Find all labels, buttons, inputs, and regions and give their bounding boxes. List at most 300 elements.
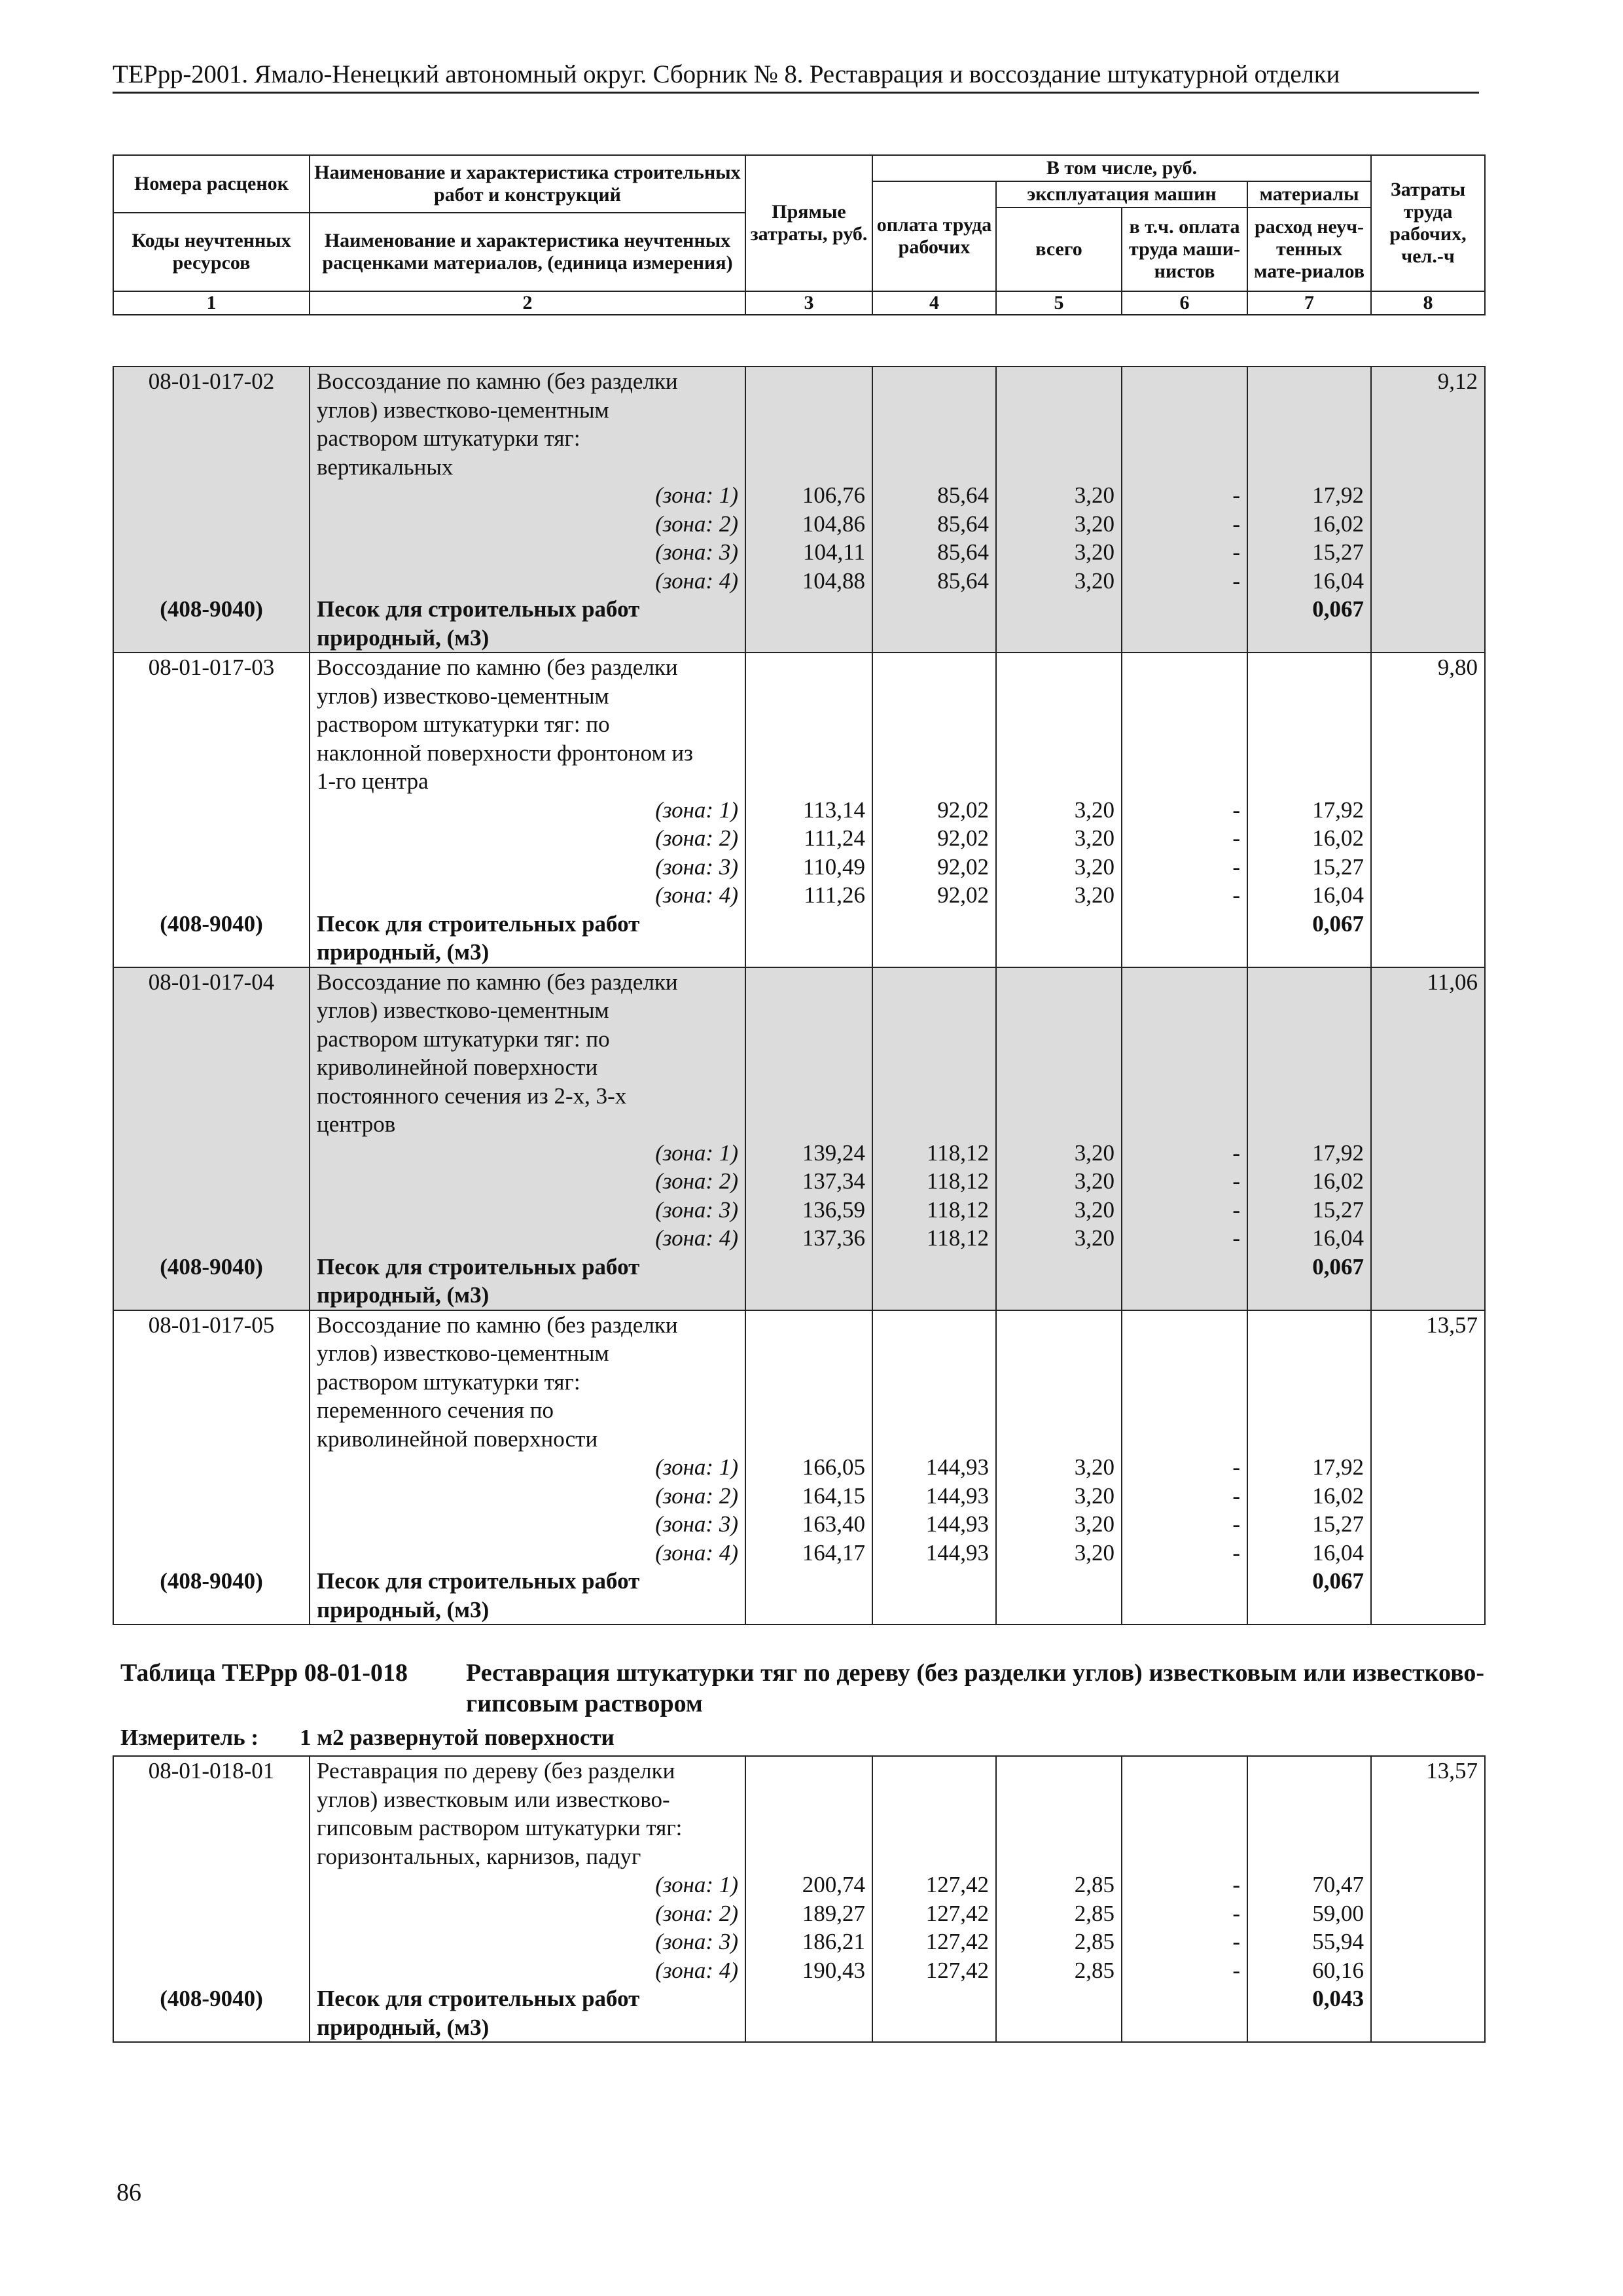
empty-cell: [1247, 996, 1371, 1025]
empty-cell: [1247, 1053, 1371, 1082]
materials-cost: 17,92: [1247, 1139, 1371, 1168]
work-description-line: наклонной поверхности фронтоном из: [310, 739, 745, 768]
direct-cost: 106,76: [745, 481, 872, 510]
work-description-line: переменного сечения по: [310, 1396, 745, 1425]
empty-cell: [1371, 710, 1485, 739]
empty-cell: [1371, 1082, 1485, 1111]
empty-cell: [872, 1756, 996, 1785]
machinist-pay: -: [1122, 1139, 1247, 1168]
empty-cell: [872, 653, 996, 682]
empty-cell: [745, 424, 872, 453]
empty-cell: [113, 1453, 310, 1482]
resource-name-line: Песок для строительных работ: [310, 910, 745, 939]
empty-cell: [1122, 1310, 1247, 1340]
zone-label: (зона: 4): [310, 1224, 745, 1253]
machines-total: 3,20: [996, 538, 1122, 567]
labor-hours: 9,80: [1371, 653, 1485, 682]
work-description-line: углов) известково-цементным: [310, 396, 745, 425]
machines-total: 2,85: [996, 1956, 1122, 1985]
empty-cell: [745, 767, 872, 796]
empty-cell: [1371, 767, 1485, 796]
empty-cell: [1371, 1984, 1485, 2013]
empty-cell: [113, 424, 310, 453]
empty-cell: [872, 1281, 996, 1310]
empty-cell: [996, 2013, 1122, 2043]
empty-cell: [1122, 767, 1247, 796]
empty-cell: [113, 739, 310, 768]
empty-cell: [113, 796, 310, 825]
empty-cell: [113, 710, 310, 739]
work-description-line: углов) известково-цементным: [310, 682, 745, 711]
table-row: [113, 1453, 1485, 1482]
empty-cell: [113, 1110, 310, 1139]
header-machines: эксплуатация машин: [996, 181, 1247, 207]
resource-code: (408-9040): [113, 910, 310, 939]
materials-cost: 16,04: [1247, 1224, 1371, 1253]
empty-cell: [1371, 595, 1485, 624]
empty-cell: [1371, 567, 1485, 596]
resource-quantity: 0,067: [1247, 910, 1371, 939]
worker-pay: 85,64: [872, 481, 996, 510]
machines-total: 3,20: [996, 824, 1122, 853]
column-number: 1: [113, 291, 310, 315]
worker-pay: 118,12: [872, 1139, 996, 1168]
empty-cell: [872, 1842, 996, 1871]
zone-label: (зона: 4): [310, 1539, 745, 1568]
machines-total: 2,85: [996, 1928, 1122, 1956]
unit-value: 1 м2 развернутой поверхности: [300, 1725, 615, 1750]
machines-total: 3,20: [996, 1167, 1122, 1196]
materials-cost: 15,27: [1247, 538, 1371, 567]
work-description-line: Воссоздание по камню (без разделки: [310, 967, 745, 997]
machinist-pay: -: [1122, 853, 1247, 882]
work-description-line: Воссоздание по камню (без разделки: [310, 1310, 745, 1340]
worker-pay: 118,12: [872, 1196, 996, 1225]
empty-cell: [996, 1596, 1122, 1625]
table-row: [113, 367, 1485, 396]
empty-cell: [1371, 2013, 1485, 2043]
empty-cell: [872, 624, 996, 653]
empty-cell: [1247, 1025, 1371, 1054]
empty-cell: [872, 1253, 996, 1282]
materials-cost: 16,04: [1247, 1539, 1371, 1568]
empty-cell: [996, 396, 1122, 425]
empty-cell: [996, 682, 1122, 711]
direct-cost: 113,14: [745, 796, 872, 825]
empty-cell: [1247, 1425, 1371, 1454]
machines-total: 3,20: [996, 1539, 1122, 1568]
empty-cell: [1247, 682, 1371, 711]
empty-cell: [872, 595, 996, 624]
empty-cell: [1122, 910, 1247, 939]
empty-cell: [996, 910, 1122, 939]
empty-cell: [872, 1110, 996, 1139]
header-machines-total: всего: [996, 207, 1122, 291]
machines-total: 2,85: [996, 1899, 1122, 1928]
empty-cell: [872, 1425, 996, 1454]
empty-cell: [745, 595, 872, 624]
empty-cell: [1122, 1053, 1247, 1082]
empty-cell: [996, 1368, 1122, 1397]
rate-code: 08-01-017-05: [113, 1310, 310, 1340]
empty-cell: [1371, 424, 1485, 453]
empty-cell: [1371, 1928, 1485, 1956]
empty-cell: [745, 624, 872, 653]
work-description-line: вертикальных: [310, 453, 745, 482]
empty-cell: [1247, 1082, 1371, 1111]
empty-cell: [872, 396, 996, 425]
empty-cell: [1247, 1339, 1371, 1368]
machinist-pay: -: [1122, 1482, 1247, 1511]
direct-cost: 139,24: [745, 1139, 872, 1168]
resource-code: (408-9040): [113, 595, 310, 624]
empty-cell: [113, 2013, 310, 2043]
empty-cell: [1122, 1842, 1247, 1871]
rate-code: 08-01-017-03: [113, 653, 310, 682]
labor-hours: 13,57: [1371, 1756, 1485, 1785]
table-row: [113, 481, 1485, 510]
empty-cell: [1247, 653, 1371, 682]
empty-cell: [1371, 796, 1485, 825]
worker-pay: 85,64: [872, 567, 996, 596]
work-description-line: раствором штукатурки тяг:: [310, 424, 745, 453]
empty-cell: [1371, 1482, 1485, 1511]
empty-cell: [872, 739, 996, 768]
worker-pay: 127,42: [872, 1956, 996, 1985]
table-row: [113, 396, 1485, 425]
empty-cell: [745, 1814, 872, 1842]
empty-cell: [996, 739, 1122, 768]
table-row: [113, 1928, 1485, 1956]
empty-cell: [1122, 938, 1247, 967]
machinist-pay: -: [1122, 1928, 1247, 1956]
empty-cell: [872, 453, 996, 482]
table-row: [113, 853, 1485, 882]
machinist-pay: -: [1122, 1196, 1247, 1225]
worker-pay: 144,93: [872, 1539, 996, 1568]
table-row: [113, 1281, 1485, 1310]
materials-cost: 59,00: [1247, 1899, 1371, 1928]
empty-cell: [996, 624, 1122, 653]
machinist-pay: -: [1122, 1167, 1247, 1196]
materials-cost: 16,02: [1247, 1482, 1371, 1511]
empty-cell: [1371, 1053, 1485, 1082]
header-work-name: Наименование и характеристика строительных работ и конструкций: [310, 155, 745, 213]
resource-name-line: природный, (м3): [310, 1281, 745, 1310]
resource-name-line: природный, (м3): [310, 624, 745, 653]
header-including: В том числе, руб.: [872, 155, 1371, 181]
empty-cell: [1122, 595, 1247, 624]
empty-cell: [1371, 1510, 1485, 1539]
machinist-pay: -: [1122, 1871, 1247, 1899]
zone-label: (зона: 4): [310, 881, 745, 910]
work-description-line: углов) известковым или известково-: [310, 1785, 745, 1814]
labor-hours: 9,12: [1371, 367, 1485, 396]
empty-cell: [745, 1025, 872, 1054]
table-row: [113, 424, 1485, 453]
resource-quantity: 0,067: [1247, 595, 1371, 624]
empty-cell: [745, 1053, 872, 1082]
empty-cell: [872, 996, 996, 1025]
header-worker-pay: оплата труда рабочих: [872, 181, 996, 291]
empty-cell: [1247, 739, 1371, 768]
zone-label: (зона: 2): [310, 1167, 745, 1196]
empty-cell: [113, 1281, 310, 1310]
materials-cost: 17,92: [1247, 1453, 1371, 1482]
work-description-line: гипсовым раствором штукатурки тяг:: [310, 1814, 745, 1842]
table-row: [113, 1167, 1485, 1196]
materials-cost: 16,04: [1247, 881, 1371, 910]
empty-cell: [113, 1539, 310, 1568]
empty-cell: [1371, 624, 1485, 653]
worker-pay: 144,93: [872, 1510, 996, 1539]
resource-name-line: природный, (м3): [310, 1596, 745, 1625]
machinist-pay: -: [1122, 881, 1247, 910]
empty-cell: [1247, 1396, 1371, 1425]
empty-cell: [113, 1785, 310, 1814]
empty-cell: [996, 967, 1122, 997]
machines-total: 3,20: [996, 796, 1122, 825]
empty-cell: [745, 996, 872, 1025]
empty-cell: [872, 967, 996, 997]
table-caption-title: Реставрация штукатурки тяг по дереву (без разделки углов) известковым или известково-гипсовым раствором: [466, 1659, 1484, 1717]
work-description-line: 1-го центра: [310, 767, 745, 796]
empty-cell: [1247, 2013, 1371, 2043]
empty-cell: [745, 1310, 872, 1340]
empty-cell: [872, 1596, 996, 1625]
table-row: [113, 1196, 1485, 1225]
empty-cell: [1122, 1567, 1247, 1596]
empty-cell: [113, 824, 310, 853]
machines-total: 3,20: [996, 481, 1122, 510]
empty-cell: [1371, 1339, 1485, 1368]
table-row: [113, 682, 1485, 711]
empty-cell: [872, 1814, 996, 1842]
table-row: [113, 1871, 1485, 1899]
materials-cost: 16,02: [1247, 824, 1371, 853]
empty-cell: [872, 1785, 996, 1814]
table-row: [113, 824, 1485, 853]
empty-cell: [1371, 1110, 1485, 1139]
empty-cell: [1247, 1368, 1371, 1397]
table-row: [113, 1482, 1485, 1511]
worker-pay: 127,42: [872, 1899, 996, 1928]
direct-cost: 200,74: [745, 1871, 872, 1899]
table-row: [113, 796, 1485, 825]
empty-cell: [996, 1053, 1122, 1082]
empty-cell: [1122, 453, 1247, 482]
empty-cell: [113, 567, 310, 596]
empty-cell: [113, 624, 310, 653]
materials-cost: 16,02: [1247, 510, 1371, 539]
worker-pay: 92,02: [872, 853, 996, 882]
table-row: [113, 1139, 1485, 1168]
empty-cell: [113, 1928, 310, 1956]
empty-cell: [1371, 881, 1485, 910]
empty-cell: [745, 1253, 872, 1282]
empty-cell: [1122, 996, 1247, 1025]
empty-cell: [872, 424, 996, 453]
table-row: [113, 1984, 1485, 2013]
table-row: [113, 1814, 1485, 1842]
materials-cost: 17,92: [1247, 796, 1371, 825]
machinist-pay: -: [1122, 510, 1247, 539]
work-description-line: раствором штукатурки тяг: по: [310, 710, 745, 739]
empty-cell: [1371, 1368, 1485, 1397]
table-row: [113, 1956, 1485, 1985]
empty-cell: [872, 1025, 996, 1054]
empty-cell: [996, 1310, 1122, 1340]
empty-cell: [745, 1339, 872, 1368]
resource-name-line: Песок для строительных работ: [310, 1984, 745, 2013]
table-row: [113, 1539, 1485, 1568]
empty-cell: [1371, 1167, 1485, 1196]
empty-cell: [1371, 1596, 1485, 1625]
empty-cell: [745, 396, 872, 425]
machinist-pay: -: [1122, 1224, 1247, 1253]
table-row: [113, 938, 1485, 967]
table-row: [113, 1510, 1485, 1539]
header-direct-costs: Прямые затраты, руб.: [745, 155, 872, 291]
empty-cell: [1122, 1025, 1247, 1054]
materials-cost: 16,04: [1247, 567, 1371, 596]
empty-cell: [1371, 739, 1485, 768]
table-row: [113, 1253, 1485, 1282]
header-resource-codes: Коды неучтенных ресурсов: [113, 213, 310, 291]
empty-cell: [745, 2013, 872, 2043]
resource-code: (408-9040): [113, 1567, 310, 1596]
empty-cell: [1247, 938, 1371, 967]
empty-cell: [1371, 938, 1485, 967]
materials-cost: 15,27: [1247, 1510, 1371, 1539]
table-row: [113, 1082, 1485, 1111]
empty-cell: [1122, 424, 1247, 453]
empty-cell: [113, 1482, 310, 1511]
rates-table: [113, 366, 1486, 1625]
empty-cell: [1122, 1082, 1247, 1111]
empty-cell: [996, 1425, 1122, 1454]
column-numbers-row: [113, 291, 1485, 315]
direct-cost: 163,40: [745, 1510, 872, 1539]
column-number: 6: [1122, 291, 1247, 315]
resource-code: (408-9040): [113, 1253, 310, 1282]
work-description-line: Воссоздание по камню (без разделки: [310, 653, 745, 682]
machinist-pay: -: [1122, 1956, 1247, 1985]
empty-cell: [745, 653, 872, 682]
page-number: 86: [116, 2179, 141, 2206]
column-number: 4: [872, 291, 996, 315]
machines-total: 3,20: [996, 1482, 1122, 1511]
empty-cell: [1371, 1453, 1485, 1482]
empty-cell: [745, 938, 872, 967]
empty-cell: [113, 1871, 310, 1899]
empty-cell: [1247, 1310, 1371, 1340]
empty-cell: [1371, 1785, 1485, 1814]
empty-cell: [113, 396, 310, 425]
empty-cell: [1247, 1814, 1371, 1842]
empty-cell: [1122, 739, 1247, 768]
empty-cell: [996, 367, 1122, 396]
machines-total: 3,20: [996, 1453, 1122, 1482]
table-row: [113, 1025, 1485, 1054]
empty-cell: [745, 1567, 872, 1596]
direct-cost: 137,36: [745, 1224, 872, 1253]
empty-cell: [1247, 967, 1371, 997]
empty-cell: [996, 1842, 1122, 1871]
direct-cost: 189,27: [745, 1899, 872, 1928]
empty-cell: [1371, 1956, 1485, 1985]
empty-cell: [1247, 1596, 1371, 1625]
empty-cell: [1122, 1756, 1247, 1785]
empty-cell: [1371, 510, 1485, 539]
work-description-line: углов) известково-цементным: [310, 1339, 745, 1368]
empty-cell: [1247, 767, 1371, 796]
empty-cell: [872, 1567, 996, 1596]
empty-cell: [1371, 1567, 1485, 1596]
table-row: [113, 1339, 1485, 1368]
header-machinist-pay: в т.ч. оплата труда маши-нистов: [1122, 207, 1247, 291]
empty-cell: [1122, 1396, 1247, 1425]
empty-cell: [1371, 1842, 1485, 1871]
empty-cell: [1247, 710, 1371, 739]
table-row: [113, 996, 1485, 1025]
empty-cell: [1122, 2013, 1247, 2043]
machines-total: 3,20: [996, 1196, 1122, 1225]
zone-label: (зона: 3): [310, 853, 745, 882]
empty-cell: [1122, 1339, 1247, 1368]
empty-cell: [872, 767, 996, 796]
empty-cell: [996, 710, 1122, 739]
empty-cell: [1122, 1596, 1247, 1625]
header-labor-hours: Затраты труда рабочих, чел.-ч: [1371, 155, 1485, 291]
empty-cell: [745, 1110, 872, 1139]
empty-cell: [872, 1368, 996, 1397]
empty-cell: [996, 1984, 1122, 2013]
empty-cell: [996, 653, 1122, 682]
empty-cell: [745, 1082, 872, 1111]
empty-cell: [1122, 396, 1247, 425]
empty-cell: [872, 1082, 996, 1111]
empty-cell: [1371, 682, 1485, 711]
empty-cell: [745, 710, 872, 739]
empty-cell: [745, 367, 872, 396]
rate-code: 08-01-017-02: [113, 367, 310, 396]
empty-cell: [872, 710, 996, 739]
empty-cell: [1122, 710, 1247, 739]
work-description-line: постоянного сечения из 2-х, 3-х: [310, 1082, 745, 1111]
empty-cell: [1371, 538, 1485, 567]
empty-cell: [113, 538, 310, 567]
resource-quantity: 0,043: [1247, 1984, 1371, 2013]
empty-cell: [996, 453, 1122, 482]
table-row: [113, 1368, 1485, 1397]
empty-cell: [113, 1025, 310, 1054]
worker-pay: 85,64: [872, 510, 996, 539]
direct-cost: 190,43: [745, 1956, 872, 1985]
table-row: [113, 510, 1485, 539]
worker-pay: 85,64: [872, 538, 996, 567]
header-unaccounted-materials: расход неуч-тенных мате-риалов: [1247, 207, 1371, 291]
machines-total: 3,20: [996, 1510, 1122, 1539]
empty-cell: [872, 367, 996, 396]
empty-cell: [996, 1756, 1122, 1785]
empty-cell: [1122, 653, 1247, 682]
worker-pay: 127,42: [872, 1871, 996, 1899]
empty-cell: [113, 1956, 310, 1985]
materials-cost: 15,27: [1247, 853, 1371, 882]
empty-cell: [1247, 1842, 1371, 1871]
header-rate-numbers: Номера расценок: [113, 155, 310, 213]
